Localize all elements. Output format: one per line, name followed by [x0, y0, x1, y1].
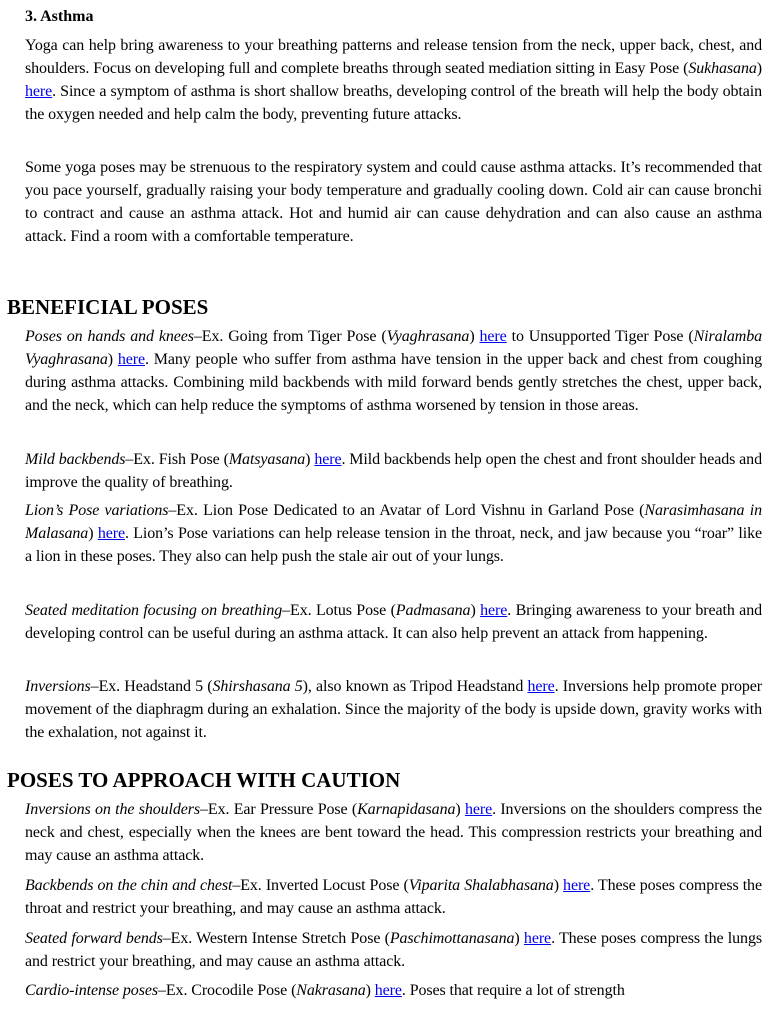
pose-category: Backbends on the chin and chest [25, 877, 233, 894]
pose-name: Viparita Shalabhasana [408, 877, 554, 894]
pose-name: Narasimhasana in Malasana [25, 502, 762, 542]
caution-poses-heading: POSES TO APPROACH WITH CAUTION [7, 768, 401, 792]
pose-name: Paschimottanasana [389, 930, 515, 947]
narasimhasana-link[interactable]: here [97, 525, 125, 542]
caution-item: Cardio-intense poses–Ex. Crocodile Pose (Nakrasana) here. Poses that require a lot of strength [25, 982, 625, 999]
beneficial-item: Seated meditation focusing on breathing–Ex. Lotus Pose (Padmasana) here. Bringing awareness to your breath and developing control can be useful during an asthma attack. It can also help prevent an attack from happening. [25, 602, 762, 642]
pose-name: Shirshasana 5 [212, 678, 303, 695]
beneficial-item: Inversions–Ex. Headstand 5 (Shirshasana 5), also known as Tripod Headstand here. Inversions help promote proper movement of the diaphragm during an exhalation. Since the majority of the body is upside down, gravity works with the exhalation, not against it. [25, 678, 762, 741]
pose-name: Vyaghrasana [386, 328, 470, 345]
viparita-shalabhasana-link[interactable]: here [563, 877, 591, 894]
sukhasana-link[interactable]: here [25, 83, 53, 100]
pose-name: Niralamba Vyaghrasana [25, 328, 763, 368]
pose-name: Nakrasana [296, 982, 366, 999]
niralamba-vyaghrasana-link[interactable]: here [117, 351, 145, 368]
asthma-heading: 3. Asthma [25, 8, 94, 25]
pose-category: Mild backbends [25, 451, 126, 468]
pose-category: Poses on hands and knees [25, 328, 194, 345]
beneficial-item: Poses on hands and knees–Ex. Going from Tiger Pose (Vyaghrasana) here to Unsupported Tiger Pose (Niralamba Vyaghrasana) here. Many people who suffer from asthma have tension in the upper back and chest from coughing during asthma attacks. Combining mild backbends with mild forward bends gently stretches the chest, upper back, and the neck, which can help reduce the symptoms of asthma worsened by tension in those areas. [25, 328, 763, 414]
pose-category: Lion’s Pose variations [25, 502, 169, 519]
nakrasana-link[interactable]: here [374, 982, 402, 999]
pose-category: Inversions [25, 678, 91, 695]
pose-name: Matsyasana [228, 451, 306, 468]
padmasana-link[interactable]: here [480, 602, 508, 619]
caution-item: Seated forward bends–Ex. Western Intense Stretch Pose (Paschimottanasana) here. These poses compress the lungs and restrict your breathing, and may cause an asthma attack. [25, 930, 762, 970]
beneficial-poses-heading: BENEFICIAL POSES [7, 295, 209, 319]
beneficial-item: Lion’s Pose variations–Ex. Lion Pose Dedicated to an Avatar of Lord Vishnu in Garland Pose (Narasimhasana in Malasana) here. Lion’s Pose variations can help release tension in the throat, neck, and jaw because you “roar” like a lion in these poses. They also can help push the stale air out of your lungs. [25, 502, 762, 565]
pose-category: Seated meditation focusing on breathing [25, 602, 283, 619]
asthma-paragraph-1: Yoga can help bring awareness to your breathing patterns and release tension from the neck, upper back, chest, and shoulders. Focus on developing full and complete breaths through seated mediation sitting in Easy Pose (Sukhasana) here. Since a symptom of asthma is short shallow breaths, developing control of the breath will help the body obtain the oxygen needed and help calm the body, preventing future attacks. [25, 37, 762, 123]
matsyasana-link[interactable]: here [314, 451, 342, 468]
pose-category: Cardio-intense poses [25, 982, 158, 999]
vyaghrasana-link[interactable]: here [479, 328, 507, 345]
pose-category: Seated forward bends [25, 930, 163, 947]
pose-name: Padmasana [395, 602, 471, 619]
beneficial-item: Mild backbends–Ex. Fish Pose (Matsyasana) here. Mild backbends help open the chest and front shoulder heads and improve the quality of breathing. [25, 451, 762, 491]
tripod-headstand-link[interactable]: here [527, 678, 555, 695]
pose-name: Sukhasana [688, 60, 757, 77]
karnapidasana-link[interactable]: here [464, 801, 493, 818]
caution-item: Inversions on the shoulders–Ex. Ear Pressure Pose (Karnapidasana) here. Inversions on the shoulders compress the neck and chest, especially when the knees are bent toward the head. This compression restricts your breathing and may cause an asthma attack. [25, 801, 762, 864]
asthma-paragraph-2: Some yoga poses may be strenuous to the respiratory system and could cause asthma attacks. It’s recommended that you pace yourself, gradually raising your body temperature and gradually cooling down. Cold air can cause bronchi to contract and cause an asthma attack. Hot and humid air can cause dehydration and can also cause an asthma attack. Find a room with a comfortable temperature. [25, 159, 762, 245]
paschimottanasana-link[interactable]: here [523, 930, 552, 947]
caution-item: Backbends on the chin and chest–Ex. Inverted Locust Pose (Viparita Shalabhasana) here. These poses compress the throat and restrict your breathing, and may cause an asthma attack. [25, 877, 762, 917]
pose-name: Karnapidasana [357, 801, 456, 818]
pose-category: Inversions on the shoulders [25, 801, 201, 818]
